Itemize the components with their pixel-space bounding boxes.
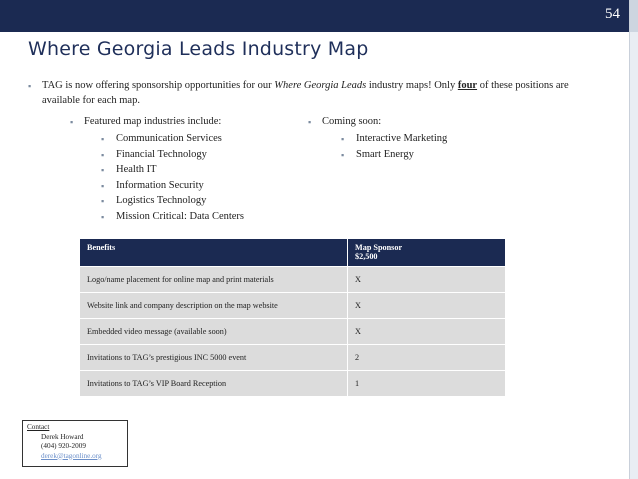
slide-side-accent [630, 0, 638, 32]
featured-list [84, 131, 244, 225]
benefits-table [80, 239, 506, 396]
bullet-icon: ▪ [101, 180, 105, 191]
sponsor-cell: X [348, 319, 506, 345]
list-item [101, 147, 244, 163]
intro-text-middle: industry maps! Only [366, 80, 458, 91]
featured-item-label: Financial Technology [116, 148, 207, 160]
list-item [101, 131, 244, 147]
featured-item-label: Information Security [116, 179, 204, 191]
featured-item-label: Logistics Technology [116, 195, 207, 207]
map-sponsor-price: $2,500 [355, 252, 378, 261]
coming-soon-industries [308, 114, 448, 162]
benefit-cell: Logo/name placement for online map and print materials [80, 267, 348, 293]
slide-side-rail [629, 0, 638, 479]
sponsor-cell: X [348, 293, 506, 319]
table-row [80, 371, 506, 397]
coming-soon-item-label: Smart Energy [356, 148, 414, 160]
list-item [101, 178, 244, 194]
featured-label-row [70, 114, 244, 129]
bullet-icon: ▪ [341, 134, 345, 144]
column-header-benefits: Benefits [80, 239, 348, 267]
bullet-icon: ▪ [101, 134, 105, 144]
table-row [80, 293, 506, 319]
benefit-cell: Invitations to TAG’s prestigious INC 5000 event [80, 345, 348, 371]
featured-item-label: Communication Services [116, 133, 222, 144]
featured-industries [70, 114, 245, 225]
contact-label: Contact [27, 423, 50, 431]
intro-text-after: of these positions are available for each map. [42, 80, 569, 106]
featured-item-label: Health IT [116, 164, 157, 176]
slide-title: Where Georgia Leads Industry Map [28, 38, 369, 60]
featured-label: Featured map industries include: [84, 116, 222, 127]
bullet-icon: ▪ [101, 149, 105, 160]
sponsor-cell: X [348, 267, 506, 293]
page-number: 54 [605, 6, 620, 22]
bullet-icon: ▪ [341, 149, 345, 160]
intro-text-italic: Where Georgia Leads [274, 80, 367, 91]
slide-header-bar [0, 0, 630, 32]
bullet-icon: ▪ [70, 117, 74, 127]
list-item [341, 147, 447, 163]
benefit-cell: Invitations to TAG’s VIP Board Reception [80, 371, 348, 397]
intro-text-before: TAG is now offering sponsorship opportunities for our [42, 80, 275, 91]
coming-soon-label: Coming soon: [322, 116, 382, 127]
coming-soon-label-row [308, 114, 447, 129]
contact-name: Derek Howard [41, 432, 84, 441]
benefit-cell: Embedded video message (available soon) [80, 319, 348, 345]
bullet-icon: ▪ [28, 81, 32, 91]
map-sponsor-label: Map Sponsor [355, 243, 403, 252]
featured-item-label: Mission Critical: Data Centers [116, 210, 245, 222]
intro-text-bold: four [457, 80, 478, 91]
list-item [341, 131, 448, 147]
list-item [101, 162, 244, 178]
list-item [101, 209, 245, 225]
contact-box [22, 420, 128, 467]
contact-phone: (404) 920-2009 [41, 442, 86, 450]
table-row [80, 319, 506, 345]
sponsor-cell: 1 [348, 371, 506, 397]
bullet-icon: ▪ [101, 196, 105, 207]
column-header-map-sponsor [348, 239, 506, 267]
table-row [80, 345, 506, 371]
intro-paragraph [28, 78, 602, 108]
list-item [101, 193, 244, 209]
benefit-cell: Website link and company description on the map website [80, 293, 348, 319]
sponsor-cell: 2 [348, 345, 506, 371]
table-row [80, 267, 506, 293]
bullet-icon: ▪ [101, 165, 105, 176]
bullet-icon: ▪ [101, 211, 105, 222]
contact-email-link[interactable]: derek@tagonline.org [41, 451, 102, 460]
coming-soon-list [322, 131, 447, 162]
coming-soon-item-label: Interactive Marketing [356, 133, 448, 144]
table-header-row [80, 239, 506, 267]
bullet-icon: ▪ [308, 117, 312, 127]
